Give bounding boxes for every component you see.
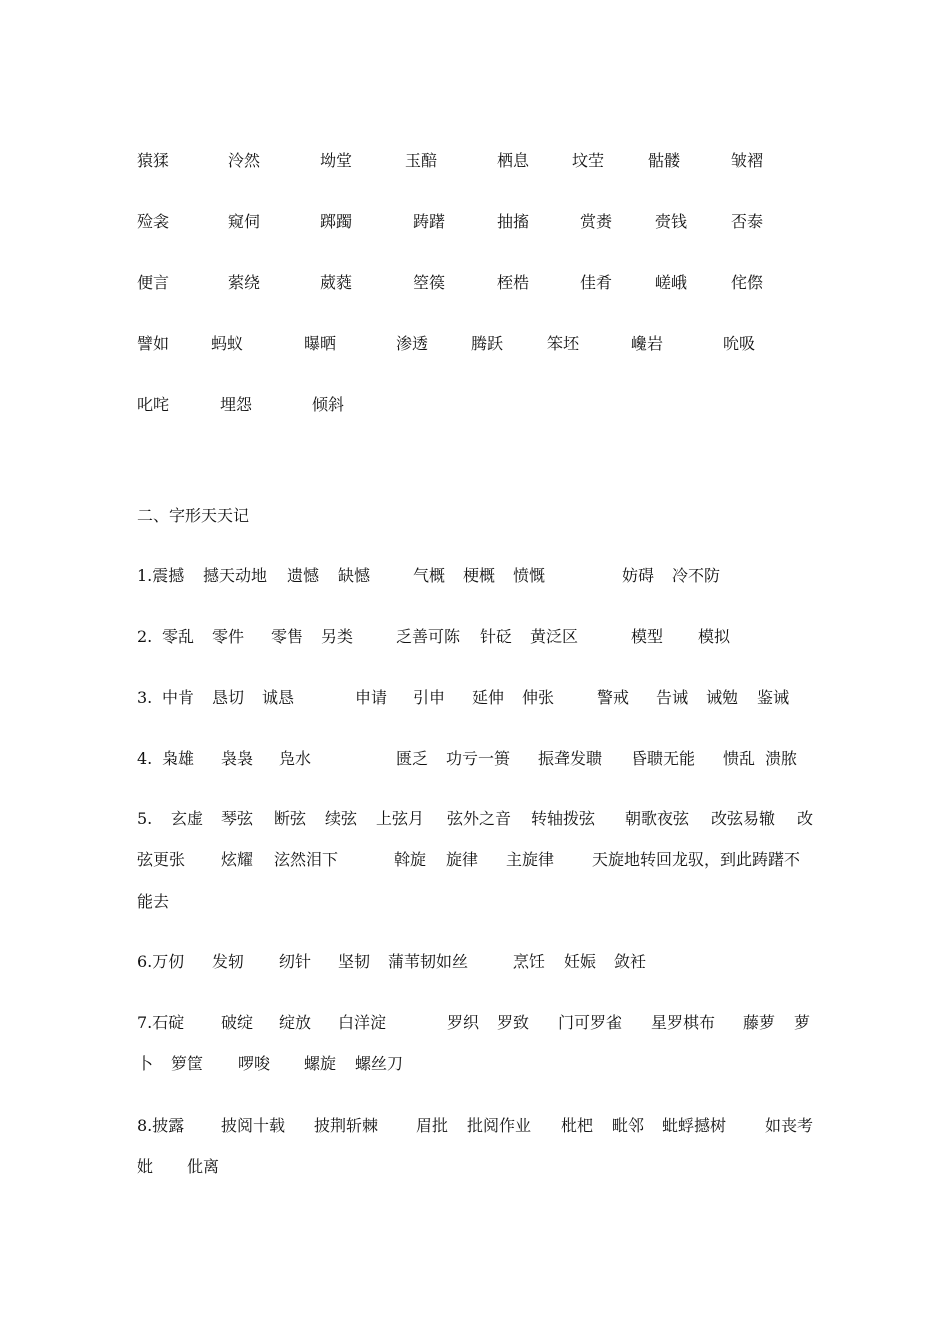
vocab-word: 栖息 <box>497 151 530 170</box>
practice-word: 申请 <box>355 688 388 707</box>
practice-word: 4. <box>137 749 153 768</box>
practice-word: 告诫 <box>656 688 689 707</box>
practice-word: 仳离 <box>187 1157 220 1176</box>
vocab-word: 萦绕 <box>228 273 261 292</box>
practice-word: 模拟 <box>698 627 731 646</box>
practice-word: 另类 <box>321 627 354 646</box>
vocab-word: 猿猱 <box>137 151 170 170</box>
practice-word: 毗邻 <box>612 1116 645 1135</box>
practice-word: 改 <box>797 809 814 828</box>
practice-word: 斡旋 <box>394 850 427 869</box>
vocab-word: 桎梏 <box>497 273 530 292</box>
vocab-word: 抽搐 <box>497 212 530 231</box>
practice-word: 坚韧 <box>338 952 371 971</box>
practice-word: 撼天动地 <box>203 566 268 585</box>
practice-word: 罗致 <box>497 1013 530 1032</box>
vocab-word: 皱褶 <box>731 151 764 170</box>
practice-word: 续弦 <box>325 809 358 828</box>
practice-word: 梗概 <box>463 566 496 585</box>
practice-word: 黄泛区 <box>530 627 579 646</box>
vocab-word: 腾跃 <box>471 334 504 353</box>
practice-word: 愤慨 <box>513 566 546 585</box>
practice-word: 凫水 <box>279 749 312 768</box>
practice-word: 2. <box>137 627 153 646</box>
vocab-word: 笨坯 <box>547 334 580 353</box>
vocab-word: 佳肴 <box>580 273 613 292</box>
practice-word: 鉴诫 <box>757 688 790 707</box>
practice-word: 5. <box>137 809 153 828</box>
vocab-word: 箜篌 <box>413 273 446 292</box>
practice-word: 萝 <box>794 1013 811 1032</box>
practice-word: 溃脓 <box>765 749 798 768</box>
practice-word: 批阅作业 <box>467 1116 532 1135</box>
practice-word: 引申 <box>413 688 446 707</box>
vocab-word: 否泰 <box>731 212 764 231</box>
practice-word: 冷不防 <box>672 566 721 585</box>
practice-word: 昏聩无能 <box>631 749 696 768</box>
practice-word: 7.石碇 <box>137 1013 185 1032</box>
practice-word: 琴弦 <box>221 809 254 828</box>
vocab-word: 玉醅 <box>405 151 438 170</box>
practice-word: 零售 <box>271 627 304 646</box>
practice-word: 蚍蜉撼树 <box>662 1116 727 1135</box>
practice-word: 妨碍 <box>622 566 655 585</box>
vocab-word: 嵯峨 <box>655 273 688 292</box>
practice-word: 针砭 <box>480 627 513 646</box>
vocab-word: 便言 <box>137 273 170 292</box>
practice-word: 藤萝 <box>743 1013 776 1032</box>
vocab-word: 赍钱 <box>655 212 688 231</box>
practice-word: 眉批 <box>416 1116 449 1135</box>
practice-word: 上弦月 <box>376 809 425 828</box>
practice-word: 发轫 <box>212 952 245 971</box>
practice-word: 警戒 <box>597 688 630 707</box>
practice-word: 中肯 <box>162 688 195 707</box>
practice-word: 如丧考 <box>765 1116 814 1135</box>
practice-word: 模型 <box>631 627 664 646</box>
practice-word: 螺丝刀 <box>355 1054 404 1073</box>
practice-word: 恳切 <box>212 688 245 707</box>
practice-word: 披荆斩棘 <box>314 1116 379 1135</box>
practice-word: 朝歌夜弦 <box>625 809 690 828</box>
vocab-word: 骷髅 <box>648 151 681 170</box>
practice-word: 枭雄 <box>162 749 195 768</box>
practice-word: 功亏一篑 <box>446 749 511 768</box>
practice-word: 6.万仞 <box>137 952 185 971</box>
practice-word: 纫针 <box>279 952 312 971</box>
practice-word: 披阅十载 <box>221 1116 286 1135</box>
vocab-word: 渗透 <box>396 334 429 353</box>
vocab-word: 坳堂 <box>320 151 353 170</box>
practice-word: 伸张 <box>522 688 555 707</box>
vocab-word: 踌躇 <box>413 212 446 231</box>
practice-word: 8.披露 <box>137 1116 185 1135</box>
practice-word: 天旋地转回龙驭，到此踌躇不 <box>592 850 801 869</box>
vocab-word: 蚂蚁 <box>211 334 244 353</box>
practice-word: 妣 <box>137 1157 154 1176</box>
practice-word: 零件 <box>212 627 245 646</box>
practice-word: 罗织 <box>447 1013 480 1032</box>
vocab-word: 譬如 <box>137 334 170 353</box>
practice-word: 缺憾 <box>338 566 371 585</box>
vocab-word: 叱咤 <box>137 395 170 414</box>
practice-word: 烹饪 <box>513 952 546 971</box>
practice-word: 枇杷 <box>561 1116 594 1135</box>
practice-word: 炫耀 <box>221 850 254 869</box>
vocab-word: 踯躅 <box>320 212 353 231</box>
practice-word: 蒲苇韧如丝 <box>388 952 469 971</box>
vocab-word: 巉岩 <box>631 334 664 353</box>
practice-word: 延伸 <box>472 688 505 707</box>
vocab-word: 埋怨 <box>220 395 253 414</box>
vocab-word: 泠然 <box>228 151 261 170</box>
practice-word: 3. <box>137 688 153 707</box>
practice-word: 改弦易辙 <box>711 809 776 828</box>
vocab-word: 赏赉 <box>580 212 613 231</box>
practice-word: 诫勉 <box>706 688 739 707</box>
practice-word: 泫然泪下 <box>274 850 339 869</box>
practice-word: 门可罗雀 <box>558 1013 623 1032</box>
vocab-word: 坟茔 <box>572 151 605 170</box>
practice-word: 振聋发聩 <box>538 749 603 768</box>
practice-word: 袅袅 <box>221 749 254 768</box>
vocab-word: 葳蕤 <box>320 273 353 292</box>
vocab-word: 吮吸 <box>723 334 756 353</box>
practice-word: 星罗棋布 <box>651 1013 716 1032</box>
practice-word: 气概 <box>413 566 446 585</box>
vocab-word: 殓衾 <box>137 212 170 231</box>
practice-word: 弦更张 <box>137 850 186 869</box>
practice-word: 旋律 <box>446 850 479 869</box>
practice-word: 断弦 <box>274 809 307 828</box>
practice-word: 敛衽 <box>614 952 647 971</box>
practice-word: 绽放 <box>279 1013 312 1032</box>
practice-word: 螺旋 <box>304 1054 337 1073</box>
practice-word: 妊娠 <box>564 952 597 971</box>
practice-word: 转轴拨弦 <box>531 809 596 828</box>
practice-word: 乏善可陈 <box>396 627 461 646</box>
practice-word: 匮乏 <box>396 749 429 768</box>
practice-word: 主旋律 <box>506 850 555 869</box>
vocab-word: 倾斜 <box>312 395 345 414</box>
practice-word: 白洋淀 <box>338 1013 387 1032</box>
practice-word: 弦外之音 <box>447 809 512 828</box>
practice-word: 箩筐 <box>171 1054 204 1073</box>
practice-word: 遗憾 <box>287 566 320 585</box>
practice-word: 破绽 <box>221 1013 254 1032</box>
section-heading: 二、字形天天记 <box>137 506 250 525</box>
vocab-word: 曝晒 <box>304 334 337 353</box>
practice-word: 诚恳 <box>262 688 295 707</box>
practice-word: 愦乱 <box>723 749 756 768</box>
practice-word: 卜 <box>137 1054 154 1073</box>
practice-word: 零乱 <box>162 627 195 646</box>
vocab-word: 窥伺 <box>228 212 261 231</box>
vocab-word: 侘傺 <box>731 273 764 292</box>
practice-word: 玄虚 <box>171 809 204 828</box>
practice-word: 能去 <box>137 892 170 911</box>
practice-word: 1.震撼 <box>137 566 185 585</box>
practice-word: 啰唆 <box>238 1054 271 1073</box>
